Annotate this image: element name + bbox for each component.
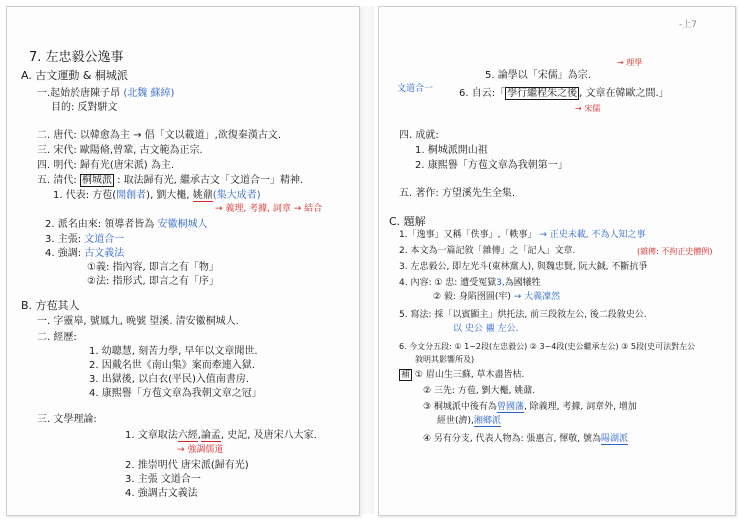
theory-item-2: 2. 推崇明代 唐宋派(歸有光) (125, 460, 249, 471)
c4-2-text: ② 毅: 身陷囹圄(牢) (433, 292, 511, 302)
theory-1-pre: 1. 文章取法 (125, 430, 178, 441)
left-margin-note: 文道合一 (397, 84, 434, 94)
supp-4-yanghu: 陽湖派 (601, 434, 629, 444)
supp-3-post: , 除義理, 考據, 詞章外, 增加 (523, 402, 637, 412)
zi-line (37, 317, 239, 327)
zi-text: 一. 字靈皋 (37, 316, 84, 327)
section-c-heading: C. 題解 (389, 215, 426, 228)
theory-1-lun: 論 (200, 430, 211, 441)
achievement-1: 1. 桐城派開山祖 (415, 145, 488, 156)
zhuzhang-line (45, 235, 124, 245)
c4-2-line (433, 293, 560, 302)
zi-rest: , 號鳳九, 晚號 望溪. 清安徽桐城人. (83, 316, 239, 327)
supp-3-zeng: 曾國藩 (496, 402, 524, 412)
c2-line: 2. 本文為一篇記敘「雜傳」之「記人」文章. (399, 246, 576, 256)
item-6-pre: 6. 自云:「 (459, 88, 506, 99)
notebook-gutter (362, 6, 374, 514)
rep-yao-note: (集大成者) (212, 190, 261, 201)
theory-1-post: , 史記, 及唐宋八大家. (220, 430, 317, 441)
life-item-2: 2. 因戴名世《南山集》案而牽連入獄. (89, 360, 255, 371)
theory-item-3: 3. 主張 文道合一 (125, 474, 201, 485)
right-notebook-page (378, 6, 736, 516)
ming-line: 四. 明代: 歸有光(唐宋派) 為主. (37, 160, 175, 171)
zhuzhang-value: 文道合一 (84, 234, 125, 245)
qing-line (37, 176, 303, 186)
song-line: 三. 宋代: 歐陽脩,曾鞏, 古文範為正宗. (37, 145, 203, 156)
theory-1-red-note: → 強調儒道 (177, 445, 224, 455)
name-origin-line (45, 220, 207, 230)
origin-line (37, 89, 174, 99)
name-origin-text: 2. 派名由來: 領導者皆為 (45, 219, 155, 230)
rep-founder: 開創者 (116, 190, 147, 201)
section-b-heading: B. 方苞其人 (21, 299, 80, 312)
emphasis-line (45, 249, 124, 259)
achievement-heading: 四. 成就: (399, 130, 439, 141)
right-item-5: 5. 論學以「宋儒」為宗. (485, 70, 591, 81)
qing-label: 五. 清代: (37, 175, 77, 186)
c2-red-note: (雜傳: 不拘正史體例) (637, 247, 713, 256)
origin-note: (北魏 蘇綽) (123, 88, 175, 99)
c6-line-2: 敘明其影響所及) (415, 355, 475, 364)
c5-line: 5. 寫法: 採「以賓顯主」烘托法, 前三段敘左公, 後二段敘史公. (399, 310, 647, 320)
supplement-line-4 (423, 435, 628, 444)
right-item-5-note: → 理學 (617, 58, 643, 67)
supplement-1: ① 眉山生三蘇, 草木盡皆枯. (414, 370, 525, 380)
life-item-3: 3. 出獄後, 以白衣(平民)入值南書房. (89, 374, 250, 385)
c4-mid: 3, (496, 278, 505, 288)
achievement-2: 2. 康熙譽「方苞文章為我朝第一」 (415, 160, 568, 171)
item-6-post: , 文章在韓歐之間.」 (579, 88, 669, 99)
c1-blue-note: → 正史未載, 不為人知之事 (539, 230, 646, 240)
supplement-line-3 (423, 403, 637, 412)
c3-line: 3. 左忠毅公, 即左光斗(東林黨人), 與魏忠賢, 阮大鋮, 不斷抗爭 (399, 262, 648, 272)
qing-text: : 取法歸有光, 繼承古文「文道合一」精神. (117, 175, 304, 186)
c4-line (399, 279, 541, 288)
rep-pre: 1. 代表: 方苞( (53, 190, 117, 201)
c4-2-blue: → 大義凜然 (513, 292, 561, 302)
yi-line: ①義: 指內容, 即言之有「物」 (87, 262, 219, 273)
supp-4-pre: ④ 另有分支, 代表人物為: 張惠言, 惲敬, 號為 (423, 434, 601, 444)
supplement-line-1 (399, 371, 524, 380)
supplement-line-3b (437, 417, 501, 426)
emphasis-value: 古文義法 (84, 248, 125, 259)
fa-line: ②法: 指形式, 即言之有「序」 (87, 276, 219, 287)
life-item-1: 1. 幼聰慧, 刻苦力學, 早年以文章聞世. (89, 346, 258, 357)
rep-yao: 姚鼐 (192, 190, 213, 201)
supp-3-pre: ③ 桐城派中後有為 (423, 402, 497, 412)
right-item-6 (459, 89, 669, 99)
supp-3b-xiangxiang: 湘鄉派 (473, 416, 501, 426)
theory-1-jing: 六經 (177, 430, 198, 441)
supplement-label: 補 (401, 370, 411, 380)
zhuzhang-label: 3. 主張: (45, 234, 82, 245)
theory-1-comma: , (197, 430, 201, 441)
theory-1-meng: 孟 (210, 430, 221, 441)
rep-mid: ), 劉大櫆, (146, 190, 190, 201)
item-6-boxed: 學行繼程朱之後 (507, 88, 578, 99)
page-number: -上7 (679, 20, 697, 30)
c6-line: 6. 今文分五段: ① 1~2段(左忠毅公) ② 3~4段(史公繼承左公) ③ 5段(史可法對左公 (399, 342, 696, 351)
c5-blue-note: 以 史公 襯 左公. (453, 324, 519, 334)
life-item-4: 4. 康熙譽「方苞文章為我朝文章之冠」 (89, 388, 262, 399)
works-line: 五. 著作: 方望溪先生全集. (399, 188, 516, 199)
origin-text: 一.起始於唐陳子昂 (37, 88, 121, 99)
tongcheng-boxed: 桐城派 (81, 175, 112, 186)
life-heading: 二. 經歷: (37, 332, 77, 343)
supp-3b-pre: 經世(濟), (437, 416, 474, 426)
c4-pre: 4. 內容: ① 忠: 遭受冤獄 (399, 278, 497, 288)
theory-item-4: 4. 強調古文義法 (125, 488, 198, 499)
c1-text: 1.「逸事」又稱「佚事」,「軼事」 (399, 230, 537, 240)
theory-item-1 (125, 431, 317, 441)
c1-line (399, 231, 645, 240)
purpose-line: 目的: 反對駢文 (51, 102, 118, 113)
name-origin-place: 安徽桐城人 (157, 219, 208, 230)
theory-heading: 三. 文學理論: (37, 414, 97, 425)
yiliji-note: → 義理, 考據, 詞章 → 結合 (215, 204, 323, 214)
lesson-title: 7. 左忠毅公逸事 (29, 50, 124, 65)
c4-post: 為國犧牲 (504, 278, 541, 288)
item-6-red-note: → 宋儒 (575, 104, 601, 113)
left-notebook-page (6, 6, 360, 516)
emphasis-label: 4. 強調: (45, 248, 82, 259)
section-a-heading: A. 古文運動 & 桐城派 (21, 69, 128, 82)
tang-line: 二. 唐代: 以韓愈為主 → 倡「文以載道」,欲復秦漢古文. (37, 130, 281, 141)
supplement-line-2: ② 三先: 方苞, 劉大櫆, 姚鼐. (423, 386, 536, 396)
representatives-line (53, 191, 261, 201)
